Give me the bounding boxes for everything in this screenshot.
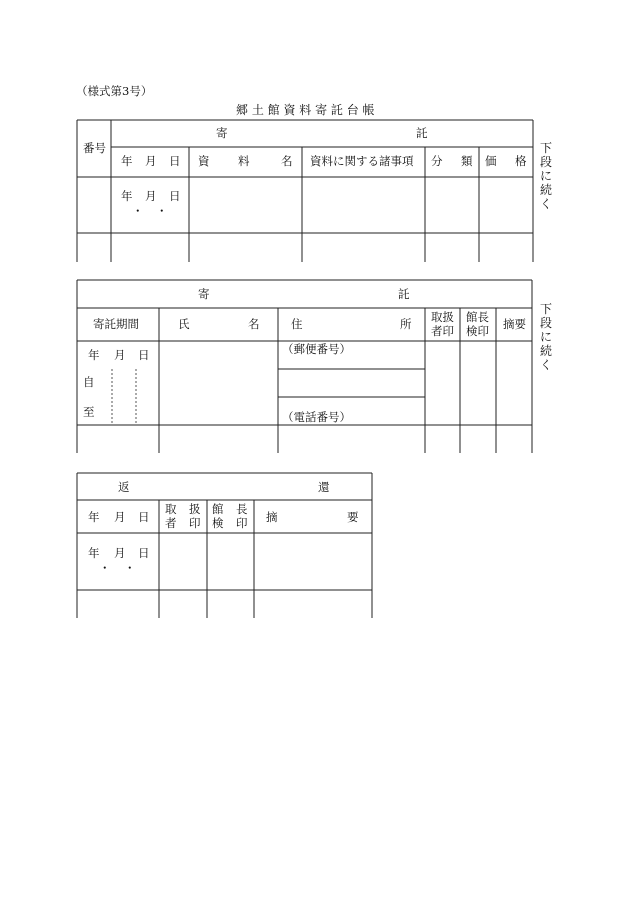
t3-col-tekiyo-2: 要 [347, 510, 359, 524]
t1-col-month: 月 [145, 154, 157, 168]
t2-row-month: 月 [114, 348, 126, 362]
t2-to: 至 [83, 405, 95, 419]
t2-col-ju: 住 [291, 317, 303, 331]
t1-dot-1: ・ [132, 204, 144, 218]
continue-note-1: 下段に続く [539, 141, 552, 211]
form-number-label: （様式第3号） [76, 84, 153, 98]
t2-row-year: 年 [88, 348, 100, 362]
table2-lines [77, 280, 532, 453]
t3-col-handler-atsukai: 扱 [189, 502, 201, 516]
t2-from: 自 [83, 375, 95, 389]
t1-col-shiryo: 資 [198, 154, 210, 168]
t2-kitaku-left: 寄 [198, 287, 210, 301]
t1-col-year: 年 [121, 154, 133, 168]
t2-phone-number: （電話番号） [282, 410, 351, 424]
t3-return-right: 還 [318, 480, 330, 494]
t3-row-year: 年 [88, 546, 100, 560]
t1-kitaku-left: 寄 [216, 126, 228, 140]
t2-col-shi: 氏 [178, 317, 190, 331]
t2-col-handler-1: 取扱 [431, 310, 454, 324]
t1-row-day: 日 [169, 189, 181, 203]
t2-col-mei: 名 [248, 317, 260, 331]
t2-postal-code: （郵便番号） [282, 342, 351, 356]
t3-dot-1: ・ [99, 561, 111, 575]
t3-return-left: 返 [118, 480, 130, 494]
t1-col-ryo: 料 [238, 154, 250, 168]
t2-col-summary: 摘要 [503, 317, 526, 331]
t1-row-month: 月 [145, 189, 157, 203]
t3-col-director-kan: 館 [212, 502, 224, 516]
t3-col-month: 月 [114, 510, 126, 524]
continue-note-2: 下段に続く [539, 302, 552, 372]
t3-col-director-cho: 長 [236, 502, 248, 516]
t3-row-day: 日 [138, 546, 150, 560]
t2-col-period: 寄託期間 [93, 317, 139, 331]
t1-col-ka: 価 [485, 154, 497, 168]
t2-row-day: 日 [138, 348, 150, 362]
t3-col-year: 年 [88, 510, 100, 524]
t3-col-handler-in: 印 [189, 516, 201, 530]
t2-kitaku-right: 託 [398, 287, 410, 301]
t1-number-header: 番号 [83, 141, 106, 155]
t2-col-handler-2: 者印 [431, 324, 454, 338]
t3-col-tekiyo-1: 摘 [266, 510, 278, 524]
t1-col-mei: 名 [281, 154, 293, 168]
t2-col-director-1: 館長 [466, 310, 489, 324]
t3-row-month: 月 [114, 546, 126, 560]
t2-col-director-2: 検印 [466, 324, 489, 338]
t1-kitaku-right: 託 [416, 126, 428, 140]
t3-dot-2: ・ [124, 561, 136, 575]
t3-col-day: 日 [138, 510, 150, 524]
t3-col-director-ken: 検 [212, 516, 224, 530]
t1-row-year: 年 [121, 189, 133, 203]
t1-dot-2: ・ [156, 204, 168, 218]
t1-col-rui: 類 [461, 154, 473, 168]
t3-col-handler-sha: 者 [165, 516, 177, 530]
t3-col-director-in: 印 [236, 516, 248, 530]
t1-col-matters: 資料に関する諸事項 [310, 154, 414, 168]
t3-col-handler-tori: 取 [165, 502, 177, 516]
t1-col-kaku: 格 [515, 154, 527, 168]
t2-col-sho: 所 [400, 317, 412, 331]
t1-col-day: 日 [169, 154, 181, 168]
page-title: 郷 土 館 資 料 寄 託 台 帳 [236, 103, 375, 117]
t1-col-bun: 分 [431, 154, 443, 168]
